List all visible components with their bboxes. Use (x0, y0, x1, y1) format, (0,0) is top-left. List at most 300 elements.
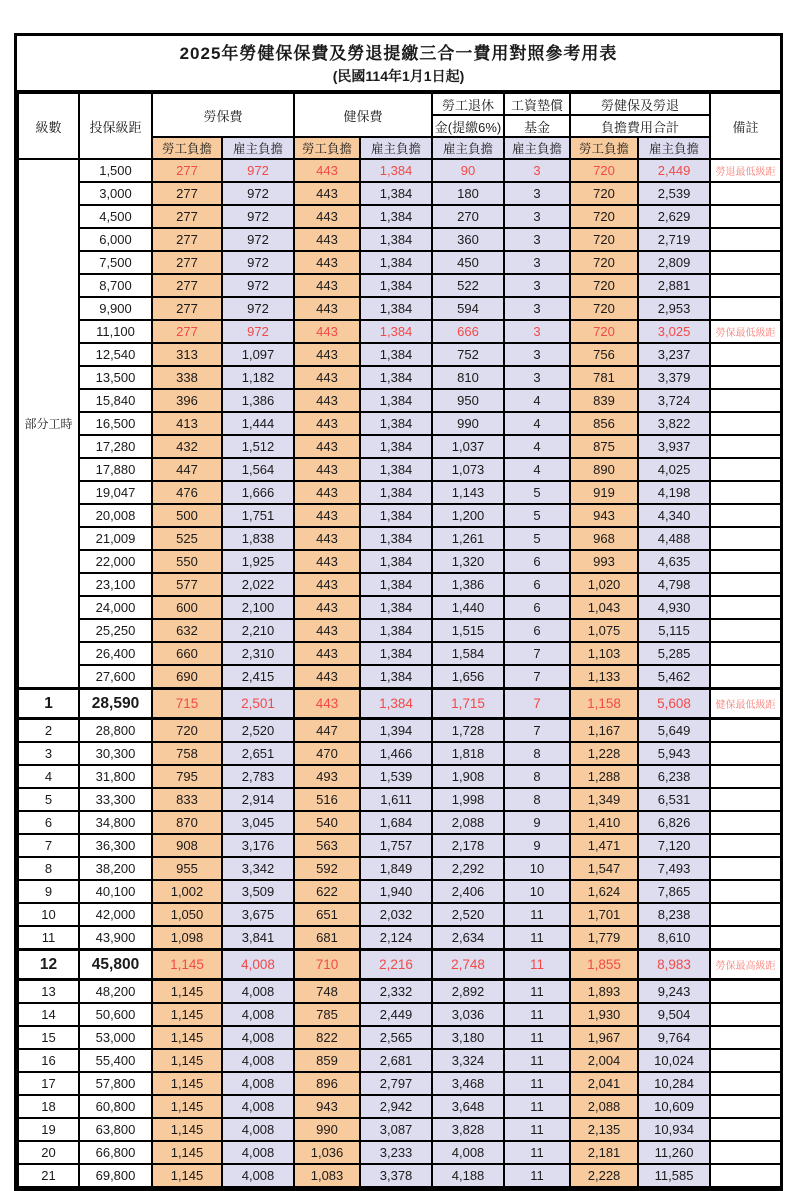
labor-emp-cell: 277 (152, 297, 222, 320)
salary-cell: 66,800 (79, 1141, 152, 1164)
header-pension-line2: 金(提繳6%) (432, 115, 504, 137)
table-row (18, 880, 781, 903)
salary-cell: 4,500 (79, 205, 152, 228)
salary-cell: 1,500 (79, 159, 152, 182)
remark-cell (710, 435, 781, 458)
remark-cell (710, 880, 781, 903)
health-er-cell: 1,384 (360, 527, 432, 550)
health-emp-cell: 447 (294, 719, 360, 743)
labor-emp-cell: 338 (152, 366, 222, 389)
table-row (18, 205, 781, 228)
health-emp-cell: 443 (294, 665, 360, 689)
health-er-cell: 1,384 (360, 159, 432, 182)
table-row (18, 182, 781, 205)
page-title: 2025年勞健保保費及勞退提繳三合一費用對照參考用表 (179, 44, 618, 63)
labor-emp-cell: 720 (152, 719, 222, 743)
table-row (18, 980, 781, 1004)
health-emp-cell: 443 (294, 182, 360, 205)
total-emp-cell: 1,701 (570, 903, 638, 926)
fund-er-cell: 6 (504, 550, 570, 573)
salary-cell: 11,100 (79, 320, 152, 343)
labor-er-cell: 972 (222, 274, 294, 297)
health-emp-cell: 443 (294, 527, 360, 550)
health-emp-cell: 443 (294, 297, 360, 320)
total-emp-cell: 1,410 (570, 811, 638, 834)
remark-cell (710, 458, 781, 481)
pension-er-cell: 1,261 (432, 527, 504, 550)
fund-er-cell: 3 (504, 366, 570, 389)
health-er-cell: 1,466 (360, 742, 432, 765)
health-er-cell: 2,681 (360, 1049, 432, 1072)
health-emp-cell: 443 (294, 504, 360, 527)
pension-er-cell: 1,818 (432, 742, 504, 765)
pension-er-cell: 1,515 (432, 619, 504, 642)
salary-cell: 36,300 (79, 834, 152, 857)
remark-cell (710, 811, 781, 834)
labor-er-cell: 2,310 (222, 642, 294, 665)
labor-emp-cell: 1,145 (152, 1141, 222, 1164)
total-emp-cell: 968 (570, 527, 638, 550)
salary-cell: 15,840 (79, 389, 152, 412)
pension-er-cell: 2,088 (432, 811, 504, 834)
pension-er-cell: 1,320 (432, 550, 504, 573)
total-emp-cell: 1,349 (570, 788, 638, 811)
salary-cell: 45,800 (79, 950, 152, 980)
total-emp-cell: 1,624 (570, 880, 638, 903)
salary-cell: 25,250 (79, 619, 152, 642)
labor-emp-cell: 413 (152, 412, 222, 435)
health-emp-cell: 710 (294, 950, 360, 980)
table-row (18, 159, 781, 182)
health-er-cell: 1,384 (360, 182, 432, 205)
total-emp-cell: 875 (570, 435, 638, 458)
total-emp-cell: 1,075 (570, 619, 638, 642)
health-er-cell: 2,565 (360, 1026, 432, 1049)
pension-er-cell: 3,036 (432, 1003, 504, 1026)
table-row (18, 903, 781, 926)
table-row (18, 1141, 781, 1164)
labor-er-cell: 2,783 (222, 765, 294, 788)
labor-emp-cell: 500 (152, 504, 222, 527)
table-row (18, 527, 781, 550)
header-level: 級數 (18, 93, 79, 159)
pension-er-cell: 4,188 (432, 1164, 504, 1187)
salary-cell: 31,800 (79, 765, 152, 788)
total-er-cell: 3,724 (638, 389, 710, 412)
table-row (18, 788, 781, 811)
fund-er-cell: 9 (504, 834, 570, 857)
total-emp-cell: 720 (570, 228, 638, 251)
salary-cell: 30,300 (79, 742, 152, 765)
health-er-cell: 2,032 (360, 903, 432, 926)
total-emp-cell: 2,228 (570, 1164, 638, 1187)
health-emp-cell: 681 (294, 926, 360, 950)
health-emp-cell: 443 (294, 481, 360, 504)
fund-er-cell: 11 (504, 1026, 570, 1049)
level-cell: 18 (18, 1095, 79, 1118)
health-emp-cell: 1,036 (294, 1141, 360, 1164)
fund-er-cell: 11 (504, 903, 570, 926)
total-emp-cell: 2,181 (570, 1141, 638, 1164)
fund-er-cell: 11 (504, 1118, 570, 1141)
health-er-cell: 1,384 (360, 205, 432, 228)
salary-cell: 3,000 (79, 182, 152, 205)
labor-emp-cell: 1,002 (152, 880, 222, 903)
table-row (18, 320, 781, 343)
total-emp-cell: 2,041 (570, 1072, 638, 1095)
fund-er-cell: 3 (504, 320, 570, 343)
labor-er-cell: 2,520 (222, 719, 294, 743)
health-emp-cell: 563 (294, 834, 360, 857)
labor-er-cell: 1,444 (222, 412, 294, 435)
table-row (18, 550, 781, 573)
table-row (18, 366, 781, 389)
subheader-labor-employer: 雇主負擔 (222, 137, 294, 159)
labor-er-cell: 2,651 (222, 742, 294, 765)
health-er-cell: 3,378 (360, 1164, 432, 1187)
health-er-cell: 1,384 (360, 366, 432, 389)
total-er-cell: 10,024 (638, 1049, 710, 1072)
level-cell: 12 (18, 950, 79, 980)
total-er-cell: 9,764 (638, 1026, 710, 1049)
labor-emp-cell: 447 (152, 458, 222, 481)
fund-er-cell: 7 (504, 689, 570, 719)
table-row (18, 619, 781, 642)
remark-cell: 勞退最低級距 (710, 159, 781, 182)
remark-cell (710, 619, 781, 642)
pension-er-cell: 810 (432, 366, 504, 389)
fund-er-cell: 9 (504, 811, 570, 834)
salary-cell: 6,000 (79, 228, 152, 251)
salary-cell: 50,600 (79, 1003, 152, 1026)
salary-cell: 8,700 (79, 274, 152, 297)
pension-er-cell: 1,908 (432, 765, 504, 788)
total-emp-cell: 1,471 (570, 834, 638, 857)
level-cell: 3 (18, 742, 79, 765)
page-subtitle: (民國114年1月1日起) (332, 68, 465, 84)
labor-emp-cell: 632 (152, 619, 222, 642)
total-emp-cell: 1,133 (570, 665, 638, 689)
health-er-cell: 1,384 (360, 504, 432, 527)
health-er-cell: 2,216 (360, 950, 432, 980)
subheader-labor-employee: 勞工負擔 (152, 137, 222, 159)
remark-cell (710, 343, 781, 366)
level-cell: 19 (18, 1118, 79, 1141)
health-er-cell: 1,849 (360, 857, 432, 880)
labor-er-cell: 2,501 (222, 689, 294, 719)
labor-emp-cell: 1,145 (152, 1095, 222, 1118)
remark-cell (710, 642, 781, 665)
fund-er-cell: 10 (504, 857, 570, 880)
total-er-cell: 11,585 (638, 1164, 710, 1187)
fund-er-cell: 4 (504, 412, 570, 435)
pension-er-cell: 2,892 (432, 980, 504, 1004)
salary-cell: 43,900 (79, 926, 152, 950)
pension-er-cell: 2,406 (432, 880, 504, 903)
remark-cell (710, 573, 781, 596)
level-cell: 6 (18, 811, 79, 834)
health-emp-cell: 443 (294, 159, 360, 182)
health-emp-cell: 443 (294, 689, 360, 719)
salary-cell: 55,400 (79, 1049, 152, 1072)
labor-er-cell: 2,100 (222, 596, 294, 619)
table-row (18, 926, 781, 950)
labor-er-cell: 3,342 (222, 857, 294, 880)
health-emp-cell: 443 (294, 412, 360, 435)
table-row (18, 665, 781, 689)
level-cell: 8 (18, 857, 79, 880)
labor-emp-cell: 277 (152, 159, 222, 182)
labor-emp-cell: 277 (152, 182, 222, 205)
labor-er-cell: 4,008 (222, 1003, 294, 1026)
health-er-cell: 1,384 (360, 251, 432, 274)
labor-er-cell: 972 (222, 205, 294, 228)
salary-cell: 16,500 (79, 412, 152, 435)
fund-er-cell: 7 (504, 719, 570, 743)
labor-emp-cell: 1,145 (152, 1003, 222, 1026)
health-emp-cell: 651 (294, 903, 360, 926)
header-health-insurance: 健保費 (294, 93, 432, 137)
health-emp-cell: 443 (294, 389, 360, 412)
health-er-cell: 1,384 (360, 481, 432, 504)
total-er-cell: 4,025 (638, 458, 710, 481)
total-er-cell: 8,238 (638, 903, 710, 926)
level-cell: 17 (18, 1072, 79, 1095)
pension-er-cell: 360 (432, 228, 504, 251)
total-emp-cell: 1,779 (570, 926, 638, 950)
level-cell: 14 (18, 1003, 79, 1026)
fund-er-cell: 11 (504, 1049, 570, 1072)
fund-er-cell: 3 (504, 159, 570, 182)
health-er-cell: 3,233 (360, 1141, 432, 1164)
salary-cell: 38,200 (79, 857, 152, 880)
labor-er-cell: 4,008 (222, 1026, 294, 1049)
remark-cell (710, 719, 781, 743)
remark-cell (710, 742, 781, 765)
health-emp-cell: 443 (294, 343, 360, 366)
labor-emp-cell: 758 (152, 742, 222, 765)
health-emp-cell: 443 (294, 320, 360, 343)
labor-er-cell: 972 (222, 228, 294, 251)
remark-cell (710, 1026, 781, 1049)
labor-er-cell: 972 (222, 182, 294, 205)
labor-emp-cell: 1,145 (152, 1164, 222, 1187)
pension-er-cell: 3,648 (432, 1095, 504, 1118)
pension-er-cell: 450 (432, 251, 504, 274)
level-cell: 11 (18, 926, 79, 950)
total-er-cell: 9,504 (638, 1003, 710, 1026)
salary-cell: 33,300 (79, 788, 152, 811)
health-er-cell: 1,384 (360, 435, 432, 458)
salary-cell: 7,500 (79, 251, 152, 274)
pension-er-cell: 2,520 (432, 903, 504, 926)
level-cell: 16 (18, 1049, 79, 1072)
health-emp-cell: 822 (294, 1026, 360, 1049)
total-er-cell: 3,237 (638, 343, 710, 366)
health-er-cell: 1,684 (360, 811, 432, 834)
salary-cell: 57,800 (79, 1072, 152, 1095)
labor-emp-cell: 525 (152, 527, 222, 550)
total-emp-cell: 1,288 (570, 765, 638, 788)
total-er-cell: 3,937 (638, 435, 710, 458)
pension-er-cell: 4,008 (432, 1141, 504, 1164)
health-emp-cell: 443 (294, 435, 360, 458)
health-er-cell: 1,384 (360, 596, 432, 619)
fund-er-cell: 3 (504, 274, 570, 297)
labor-er-cell: 2,914 (222, 788, 294, 811)
total-er-cell: 2,449 (638, 159, 710, 182)
labor-emp-cell: 1,145 (152, 1072, 222, 1095)
fund-er-cell: 4 (504, 435, 570, 458)
remark-cell (710, 788, 781, 811)
health-er-cell: 1,384 (360, 665, 432, 689)
fund-er-cell: 11 (504, 1072, 570, 1095)
salary-cell: 21,009 (79, 527, 152, 550)
health-emp-cell: 943 (294, 1095, 360, 1118)
remark-cell (710, 765, 781, 788)
header-remark: 備註 (710, 93, 781, 159)
table-row (18, 834, 781, 857)
total-er-cell: 5,649 (638, 719, 710, 743)
labor-emp-cell: 908 (152, 834, 222, 857)
remark-cell (710, 903, 781, 926)
fund-er-cell: 7 (504, 642, 570, 665)
health-emp-cell: 896 (294, 1072, 360, 1095)
labor-er-cell: 972 (222, 159, 294, 182)
labor-er-cell: 4,008 (222, 1164, 294, 1187)
total-er-cell: 2,629 (638, 205, 710, 228)
labor-er-cell: 3,045 (222, 811, 294, 834)
health-er-cell: 1,384 (360, 573, 432, 596)
header-wage-fund-line1: 工資墊償 (504, 93, 570, 115)
pension-er-cell: 1,715 (432, 689, 504, 719)
health-er-cell: 1,384 (360, 458, 432, 481)
fund-er-cell: 8 (504, 765, 570, 788)
labor-er-cell: 1,564 (222, 458, 294, 481)
total-er-cell: 10,284 (638, 1072, 710, 1095)
remark-cell (710, 389, 781, 412)
total-emp-cell: 1,103 (570, 642, 638, 665)
table-row (18, 1026, 781, 1049)
total-emp-cell: 1,547 (570, 857, 638, 880)
subheader-wage-fund-employer: 雇主負擔 (504, 137, 570, 159)
total-er-cell: 11,260 (638, 1141, 710, 1164)
pension-er-cell: 2,634 (432, 926, 504, 950)
fund-er-cell: 11 (504, 1095, 570, 1118)
table-row (18, 1095, 781, 1118)
total-er-cell: 7,120 (638, 834, 710, 857)
salary-cell: 24,000 (79, 596, 152, 619)
pension-er-cell: 1,656 (432, 665, 504, 689)
pension-er-cell: 950 (432, 389, 504, 412)
remark-cell (710, 1049, 781, 1072)
remark-cell (710, 1003, 781, 1026)
remark-cell (710, 980, 781, 1004)
health-emp-cell: 622 (294, 880, 360, 903)
labor-emp-cell: 577 (152, 573, 222, 596)
remark-cell (710, 665, 781, 689)
health-er-cell: 1,611 (360, 788, 432, 811)
total-emp-cell: 1,855 (570, 950, 638, 980)
labor-emp-cell: 277 (152, 274, 222, 297)
total-emp-cell: 1,893 (570, 980, 638, 1004)
salary-cell: 12,540 (79, 343, 152, 366)
fund-er-cell: 5 (504, 504, 570, 527)
health-er-cell: 1,384 (360, 689, 432, 719)
health-er-cell: 1,384 (360, 228, 432, 251)
remark-cell (710, 228, 781, 251)
health-er-cell: 3,087 (360, 1118, 432, 1141)
health-emp-cell: 443 (294, 550, 360, 573)
labor-er-cell: 3,176 (222, 834, 294, 857)
health-emp-cell: 443 (294, 205, 360, 228)
total-emp-cell: 919 (570, 481, 638, 504)
total-emp-cell: 856 (570, 412, 638, 435)
table-body (18, 159, 781, 1187)
pension-er-cell: 1,073 (432, 458, 504, 481)
total-emp-cell: 720 (570, 159, 638, 182)
total-emp-cell: 1,158 (570, 689, 638, 719)
fund-er-cell: 6 (504, 573, 570, 596)
table-row (18, 596, 781, 619)
remark-cell (710, 926, 781, 950)
health-emp-cell: 785 (294, 1003, 360, 1026)
table-row (18, 642, 781, 665)
labor-er-cell: 1,751 (222, 504, 294, 527)
salary-cell: 40,100 (79, 880, 152, 903)
pension-er-cell: 3,828 (432, 1118, 504, 1141)
health-emp-cell: 540 (294, 811, 360, 834)
fund-er-cell: 3 (504, 297, 570, 320)
level-cell: 9 (18, 880, 79, 903)
health-emp-cell: 443 (294, 366, 360, 389)
pension-er-cell: 3,468 (432, 1072, 504, 1095)
salary-cell: 19,047 (79, 481, 152, 504)
total-emp-cell: 890 (570, 458, 638, 481)
health-emp-cell: 859 (294, 1049, 360, 1072)
labor-er-cell: 4,008 (222, 1072, 294, 1095)
fund-er-cell: 10 (504, 880, 570, 903)
labor-emp-cell: 600 (152, 596, 222, 619)
level-cell: 4 (18, 765, 79, 788)
labor-er-cell: 1,512 (222, 435, 294, 458)
pension-er-cell: 270 (432, 205, 504, 228)
remark-cell: 勞保最高級距 (710, 950, 781, 980)
header-total-line2: 負擔費用合計 (570, 115, 710, 137)
table-row (18, 228, 781, 251)
table-row (18, 1003, 781, 1026)
labor-emp-cell: 955 (152, 857, 222, 880)
table-row (18, 742, 781, 765)
title-block (17, 36, 780, 92)
health-er-cell: 1,384 (360, 320, 432, 343)
table-header (18, 93, 781, 159)
remark-cell (710, 1118, 781, 1141)
table-row (18, 458, 781, 481)
pension-er-cell: 666 (432, 320, 504, 343)
labor-er-cell: 1,182 (222, 366, 294, 389)
labor-er-cell: 1,666 (222, 481, 294, 504)
total-er-cell: 5,462 (638, 665, 710, 689)
pension-er-cell: 2,748 (432, 950, 504, 980)
total-er-cell: 10,609 (638, 1095, 710, 1118)
level-cell: 21 (18, 1164, 79, 1187)
total-emp-cell: 2,088 (570, 1095, 638, 1118)
level-cell: 1 (18, 689, 79, 719)
fund-er-cell: 8 (504, 788, 570, 811)
pension-er-cell: 2,178 (432, 834, 504, 857)
salary-cell: 20,008 (79, 504, 152, 527)
